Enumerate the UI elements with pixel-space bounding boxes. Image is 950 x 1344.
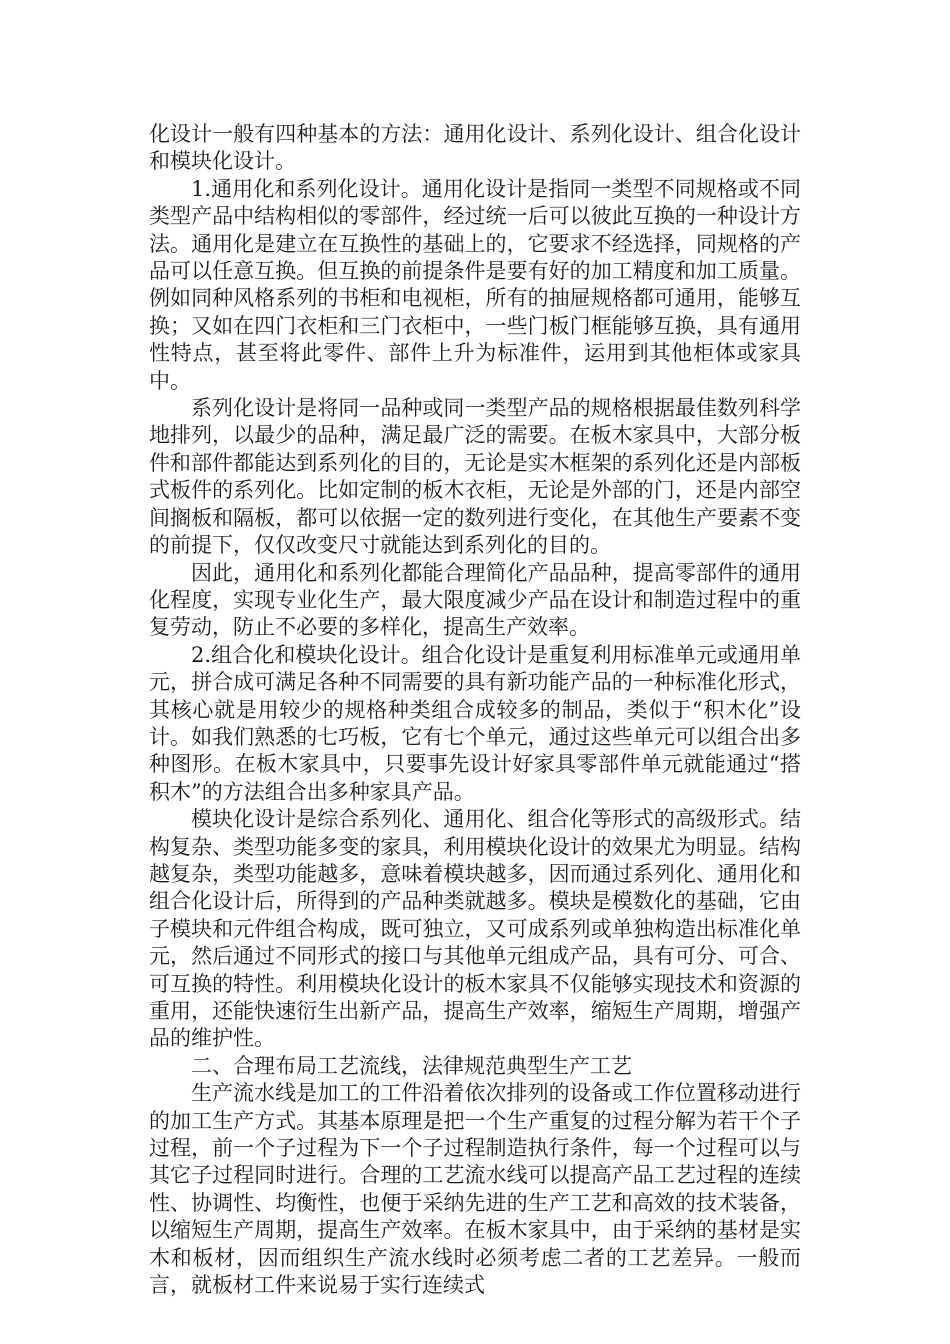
section-heading-process-layout: 二、合理布局工艺流线，法律规范典型生产工艺 (191, 1053, 632, 1078)
paragraph-production-line: 生产流水线是加工的工件沿着依次排列的设备或工作位置移动进行的加工生产方式。其基本原理是把一个生产重复的过程分解为若干个子过程，前一个子过程为下一个子过程制造执行条件，每一个过程可以与其它子过程同时进行。合理的工艺流水线可以提高产品工艺过程的连续性、协调性、均衡性，也便于采纳先进的生产工艺和高效的技术装备，以缩短生产周期，提高生产效率。在板木家具中，由于采纳的基材是实木和板材，因而组织生产流水线时必须考虑二者的工艺差异。一般而言，就板材工件来说易于实行连续式 (149, 1081, 801, 1298)
body-text (149, 121, 801, 1299)
paragraph-universal-series-design: 1.通用化和系列化设计。通用化设计是指同一类型不同规格或不同类型产品中结构相似的零部件，经过统一后可以彼此互换的一种设计方法。通用化是建立在互换性的基础上的，它要求不经选择，同规格的产品可以任意互换。但互换的前提条件是要有好的加工精度和加工质量。例如同种风格系列的书柜和电视柜，所有的抽屉规格都可通用，能够互换；又如在四门衣柜和三门衣柜中，一些门板门框能够互换，具有通用性特点，甚至将此零件、部件上升为标准件，运用到其他柜体或家具中。 (149, 176, 801, 393)
paragraph-series-design: 系列化设计是将同一品种或同一类型产品的规格根据最佳数列科学地排列，以最少的品种，满足最广泛的需要。在板木家具中，大部分板件和部件都能达到系列化的目的，无论是实木框架的系列化还是内部板式板件的系列化。比如定制的板木衣柜，无论是外部的门，还是内部空间搁板和隔板，都可以依据一定的数列进行变化，在其他生产要素不变的前提下，仅仅改变尺寸就能达到系列化的目的。 (149, 396, 801, 558)
paragraph-modular-design: 模块化设计是综合系列化、通用化、组合化等形式的高级形式。结构复杂、类型功能多变的家具，利用模块化设计的效果尤为明显。结构越复杂，类型功能越多，意味着模块越多，因而通过系列化、通用化和组合化设计后，所得到的产品种类就越多。模块是模数化的基础，它由子模块和元件组合构成，既可独立，又可成系列或单独构造出标准化单元，然后通过不同形式的接口与其他单元组成产品，具有可分、可合、可互换的特性。利用模块化设计的板木家具不仅能够实现技术和资源的重用，还能快速衍生出新产品，提高生产效率，缩短生产周期，增强产品的维护性。 (149, 807, 801, 1051)
paragraph-combination-modular-design: 2.组合化和模块化设计。组合化设计是重复利用标准单元或通用单元，拼合成可满足各种不同需要的具有新功能产品的一种标准化形式，其核心就是用较少的规格种类组合成较多的制品，类似于“积木化”设计。如我们熟悉的七巧板，它有七个单元，通过这些单元可以组合出多种图形。在板木家具中，只要事先设计好家具零部件单元就能通过“搭积木”的方法组合出多种家具产品。 (149, 642, 801, 804)
paragraph-continuation: 化设计一般有四种基本的方法：通用化设计、系列化设计、组合化设计和模块化设计。 (149, 122, 801, 174)
paragraph-therefore: 因此，通用化和系列化都能合理简化产品品种，提高零部件的通用化程度，实现专业化生产，最大限度减少产品在设计和制造过程中的重复劳动，防止不必要的多样化，提高生产效率。 (149, 560, 801, 640)
